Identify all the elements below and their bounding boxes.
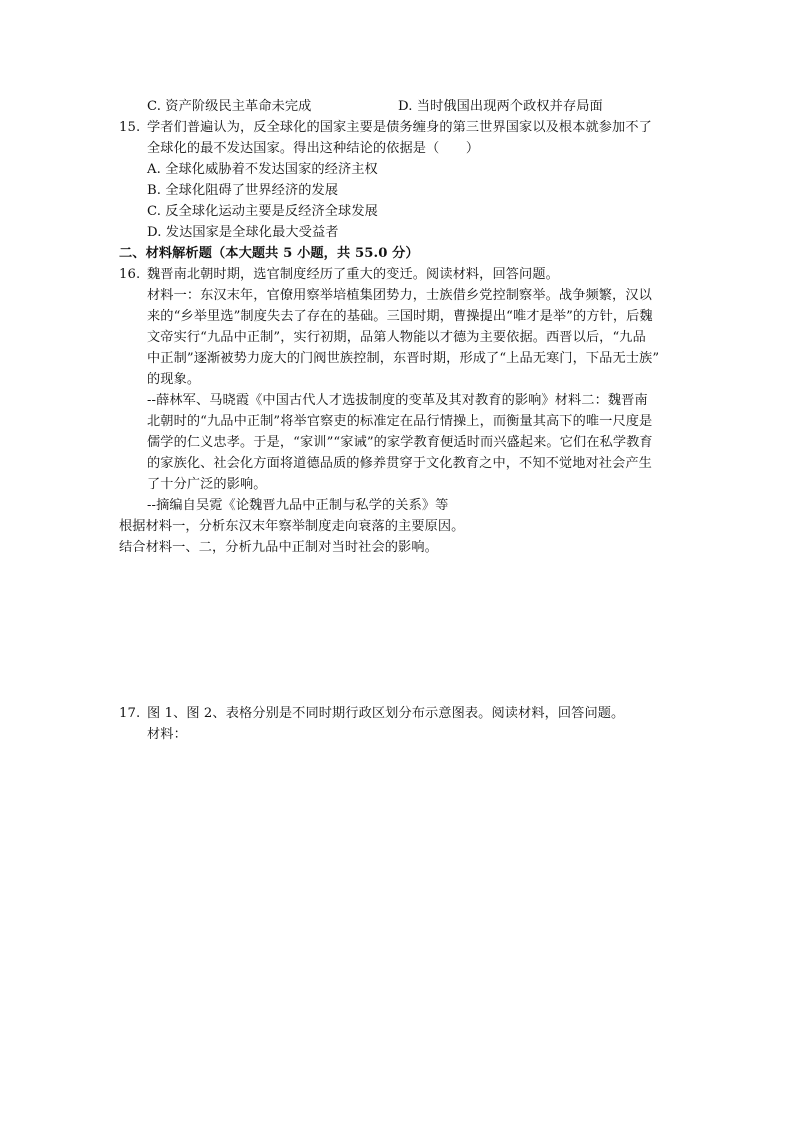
q16-material-line: --薛林军、马晓霞《中国古代人才选拔制度的变革及其对教育的影响》材料二：魏晋南: [147, 393, 648, 408]
section2-heading: 二、材料解析题（本大题共 5 小题，共 55.0 分）: [119, 246, 419, 261]
q14-option-d: D. 当时俄国出现两个政权并存局面: [398, 99, 603, 114]
q16-material-line: 文帝实行“九品中正制”，实行初期，品第人物能以才德为主要依据。西晋以后，“九品: [147, 330, 646, 345]
q15-stem-line1: 学者们普遍认为，反全球化的国家主要是债务缠身的第三世界国家以及根本就参加不了: [147, 120, 652, 135]
q16-material-line: 来的“乡举里选”制度失去了存在的基础。三国时期，曹操提出“唯才是举”的方针，后魏: [147, 309, 653, 324]
q15-option-b: B. 全球化阻碍了世界经济的发展: [147, 183, 339, 198]
q16-material-line: 的家族化、社会化方面将道德品质的修养贯穿于文化教育之中，不知不觉地对社会产生: [147, 456, 652, 471]
q14-option-c: C. 资产阶级民主革命未完成: [147, 99, 312, 114]
q15-stem-line2: 全球化的最不发达国家。得出这种结论的依据是（ ）: [147, 141, 480, 156]
q17-material-label: 材料：: [147, 727, 187, 742]
q16-question1: 根据材料一，分析东汉末年察举制度走向衰落的主要原因。: [119, 519, 465, 534]
q16-material-line: 了十分广泛的影响。: [147, 477, 267, 492]
q16-stem: 魏晋南北朝时期，选官制度经历了重大的变迁。阅读材料，回答问题。: [147, 267, 559, 282]
q16-material-line: 材料一：东汉末年，官僚用察举培植集团势力，士族借乡党控制察举。战争频繁，汉以: [147, 288, 652, 303]
q15-option-c: C. 反全球化运动主要是反经济全球发展: [147, 204, 378, 219]
q16-number: 16.: [119, 267, 141, 282]
q16-material-line: 的现象。: [147, 372, 201, 387]
q16-material-line: --摘编自吴霓《论魏晋九品中正制与私学的关系》等: [147, 498, 449, 513]
q16-material-line: 北朝时的“九品中正制”将举官察吏的标准定在品行情操上，而衡量其高下的唯一尺度是: [147, 414, 653, 429]
q15-option-a: A. 全球化威胁着不发达国家的经济主权: [147, 162, 378, 177]
q17-stem: 图 1、图 2、表格分别是不同时期行政区划分布示意图表。阅读材料，回答问题。: [147, 706, 625, 721]
q15-number: 15.: [119, 120, 141, 135]
q17-number: 17.: [119, 706, 141, 721]
q15-option-d: D. 发达国家是全球化最大受益者: [147, 225, 339, 240]
q16-material-line: 中正制”逐渐被势力庞大的门阀世族控制，东晋时期，形成了“上品无寒门，下品无士族”: [147, 351, 660, 366]
q16-material-line: 儒学的仁义忠孝。于是，“家训”“家诫”的家学教育便适时而兴盛起来。它们在私学教育: [147, 435, 653, 450]
q16-question2: 结合材料一、二，分析九品中正制对当时社会的影响。: [119, 540, 438, 555]
